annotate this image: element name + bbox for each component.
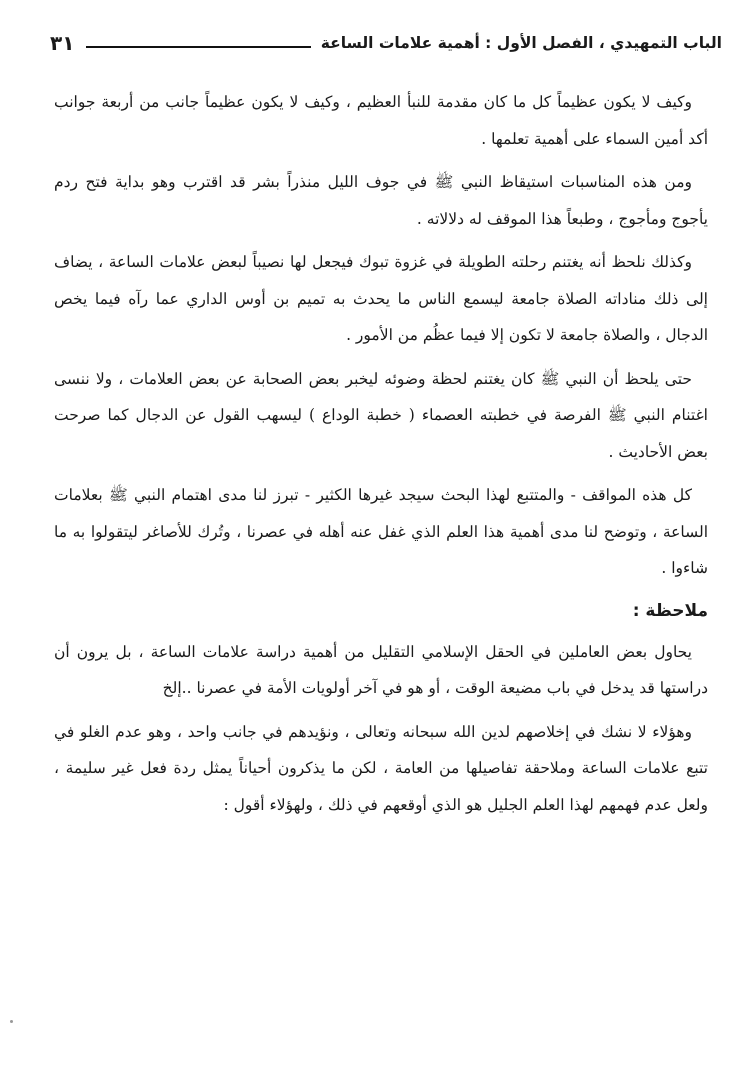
note-heading: ملاحظة : (632, 600, 708, 621)
page-number: ٣١ (50, 31, 75, 55)
paragraph: ومن هذه المناسبات استيقاظ النبي ﷺ في جوف الليل منذراً بشر قد اقترب وهو بداية فتح ردم يأجوج ومأجوج ، وطبعاً هذا الموقف له دلالاته . (54, 173, 708, 228)
paragraph: وهؤلاء لا نشك في إخلاصهم لدين الله سبحانه وتعالى ، ونؤيدهم في جانب واحد ، وهو عدم الغلو في تتبع علامات الساعة وملاحقة تفاصيلها من العامة ، لكن ما يذكرون أحياناً يمثل ردة فعل غير سليمة ، ولعل عدم فهمهم لهذا العلم الجليل هو الذي أوقعهم في ذلك ، ولهؤلاء أقول : (54, 722, 708, 814)
running-header (50, 26, 722, 60)
page-body (54, 84, 708, 830)
scan-speck (10, 1020, 13, 1023)
chapter-title: الباب التمهيدي ، الفصل الأول : أهمية علامات الساعة (320, 34, 722, 52)
paragraph: كل هذه المواقف - والمتتبع لهذا البحث سيجد غيرها الكثير - تبرز لنا مدى اهتمام النبي ﷺ بعلامات الساعة ، وتوضح لنا مدى أهمية هذا العلم الذي غفل عنه أهله في عصرنا ، وتُرك للأصاغر ليتقولوا به ما شاءوا . (54, 486, 708, 577)
paragraph: حتى يلحظ أن النبي ﷺ كان يغتنم لحظة وضوئه ليخبر بعض الصحابة عن بعض العلامات ، ولا ننسى اغتنام النبي ﷺ الفرصة في خطبته العصماء ( خطبة الوداع ) ليسهب القول عن الدجال كما صرحت بعض الأحاديث . (54, 369, 708, 461)
header-rule (86, 46, 310, 48)
paragraph: وكيف لا يكون عظيماً كل ما كان مقدمة للنبأ العظيم ، وكيف لا يكون عظيماً جانب من أربعة جوانب أكد أمين السماء على أهمية تعلمها . (54, 93, 708, 148)
paragraph: يحاول بعض العاملين في الحقل الإسلامي التقليل من أهمية دراسة علامات الساعة ، بل يرون أن دراستها قد يدخل في باب مضيعة الوقت ، أو هو في آخر أولويات الأمة في عصرنا ..إلخ (54, 642, 708, 697)
paragraph: وكذلك نلحظ أنه يغتنم رحلته الطويلة في غزوة تبوك فيجعل لها نصيباً لبعض علامات الساعة ، يضاف إلى ذلك مناداته الصلاة جامعة ليسمع الناس ما يحدث به تميم بن أوس الداري عما رآه فيما يخص الدجال ، والصلاة جامعة لا تكون إلا فيما عظُم من الأمور . (54, 253, 708, 344)
